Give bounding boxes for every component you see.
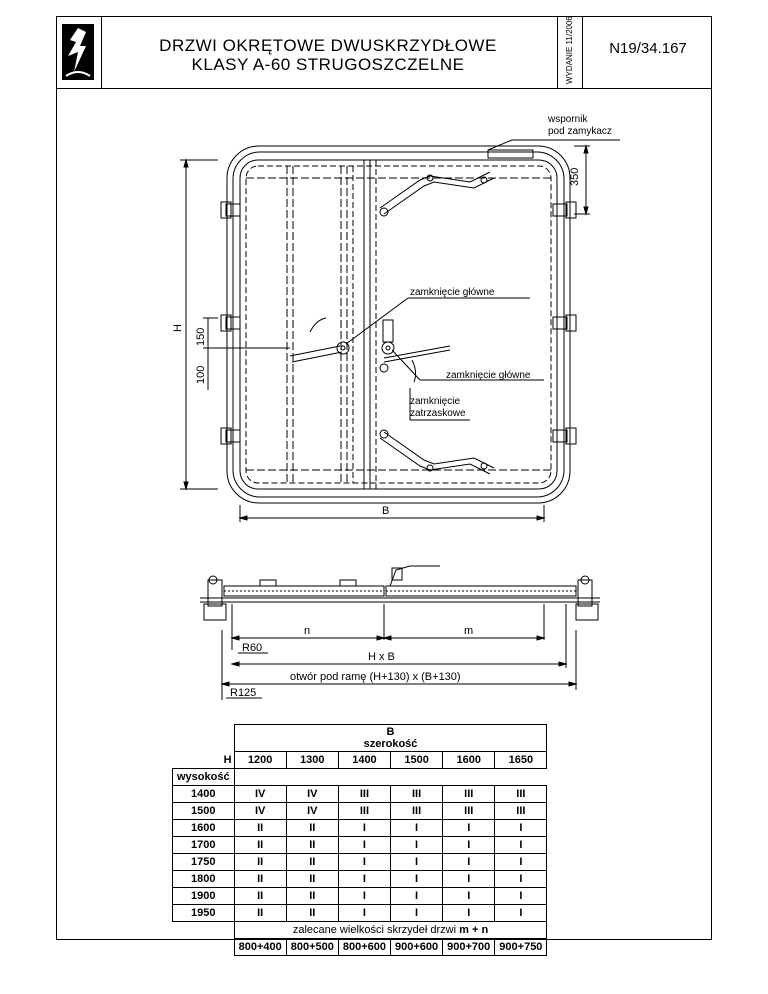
- cell: I: [338, 820, 390, 837]
- cell: I: [391, 854, 443, 871]
- dimension-B: B: [382, 505, 390, 517]
- cell: I: [391, 820, 443, 837]
- width-1400: 1400: [338, 752, 390, 769]
- hinges: [221, 202, 576, 444]
- cell: I: [391, 888, 443, 905]
- cell: I: [495, 820, 547, 837]
- table-row: [173, 905, 547, 922]
- document-number: N19/34.167: [609, 40, 687, 57]
- cell: I: [443, 854, 495, 871]
- issue-label: WYDANIE 11/2006: [565, 16, 574, 84]
- table-row: [173, 854, 547, 871]
- dimension-m: m: [464, 625, 474, 637]
- size-cell: 900+750: [495, 939, 547, 956]
- cell: I: [443, 871, 495, 888]
- dimension-H: H: [172, 324, 184, 332]
- table-row: [173, 820, 547, 837]
- cell: III: [338, 786, 390, 803]
- size-cell: 800+600: [338, 939, 390, 956]
- cell: IV: [286, 786, 338, 803]
- dimension-lines-section: [222, 604, 576, 700]
- b-sub-label: szerokość: [363, 738, 418, 750]
- cell: II: [234, 854, 286, 871]
- cell: III: [495, 786, 547, 803]
- label-main-lock-lower: zamknięcie główne: [446, 370, 531, 381]
- width-1300: 1300: [286, 752, 338, 769]
- recommend-text: zalecane wielkości skrzydeł drzwi: [292, 924, 457, 936]
- width-1650: 1650: [495, 752, 547, 769]
- width-1500: 1500: [391, 752, 443, 769]
- cell: II: [234, 888, 286, 905]
- h-sub-label: wysokość: [173, 769, 235, 786]
- cell: II: [286, 888, 338, 905]
- row-height: 1950: [173, 905, 235, 922]
- locking-linkages: [290, 172, 494, 474]
- cell: I: [443, 837, 495, 854]
- label-main-lock-upper: zamknięcie główne: [410, 287, 495, 298]
- cell: I: [338, 854, 390, 871]
- cell: II: [286, 837, 338, 854]
- table-row: [173, 939, 547, 956]
- cell: II: [286, 854, 338, 871]
- row-height: 1600: [173, 820, 235, 837]
- h-label: H: [173, 752, 235, 769]
- title-line-2: KLASY A-60 STRUGOSZCZELNE: [191, 55, 465, 74]
- cell: I: [338, 888, 390, 905]
- cell: III: [338, 803, 390, 820]
- cell: I: [443, 820, 495, 837]
- recommend-mn: m + n: [459, 924, 489, 936]
- cell: III: [495, 803, 547, 820]
- size-cell: 800+400: [234, 939, 286, 956]
- cell: IV: [234, 803, 286, 820]
- door-frame-front-view: [227, 146, 570, 503]
- cell: III: [391, 803, 443, 820]
- cell: I: [391, 871, 443, 888]
- row-height: 1500: [173, 803, 235, 820]
- table-row: [173, 871, 547, 888]
- b-label: B: [386, 726, 395, 738]
- title-line-1: DRZWI OKRĘTOWE DWUSKRZYDŁOWE: [159, 36, 497, 55]
- cell: IV: [286, 803, 338, 820]
- size-cell: 900+600: [391, 939, 443, 956]
- b-header: [234, 725, 547, 752]
- label-bracket-line-1: wspornik: [548, 114, 588, 125]
- table-row: [173, 837, 547, 854]
- cell: I: [391, 837, 443, 854]
- cell: I: [338, 905, 390, 922]
- cell: I: [495, 905, 547, 922]
- table-row: [173, 888, 547, 905]
- cell: III: [391, 786, 443, 803]
- row-height: 1750: [173, 854, 235, 871]
- dimension-350: 350: [569, 167, 581, 186]
- cell: IV: [234, 786, 286, 803]
- row-height: 1400: [173, 786, 235, 803]
- cell: II: [234, 905, 286, 922]
- size-cell: 900+700: [443, 939, 495, 956]
- size-cell: 800+500: [286, 939, 338, 956]
- label-latch-line-2: zatrzaskowe: [410, 408, 466, 419]
- row-height: 1800: [173, 871, 235, 888]
- cell: II: [234, 837, 286, 854]
- dimension-150: 150: [195, 327, 207, 346]
- table-row: [173, 803, 547, 820]
- cell: I: [495, 837, 547, 854]
- width-1200: 1200: [234, 752, 286, 769]
- cell: I: [495, 854, 547, 871]
- cell: I: [443, 905, 495, 922]
- cell: I: [495, 871, 547, 888]
- cell: I: [443, 888, 495, 905]
- cell: I: [495, 888, 547, 905]
- dimension-n: n: [304, 625, 311, 637]
- cell: II: [286, 820, 338, 837]
- recommend-row: [234, 922, 547, 939]
- closer-bracket: [488, 150, 533, 158]
- label-bracket-line-2: pod zamykacz: [548, 126, 612, 137]
- h-header-blank: [173, 725, 235, 752]
- dimension-100: 100: [195, 365, 207, 384]
- cell: II: [234, 820, 286, 837]
- label-latch-line-1: zamknięcie: [410, 396, 461, 407]
- width-1600: 1600: [443, 752, 495, 769]
- dimension-HxB: H x B: [368, 651, 395, 663]
- cell: I: [391, 905, 443, 922]
- table-row: [173, 786, 547, 803]
- dimension-R125: R125: [230, 687, 257, 699]
- cell: I: [338, 837, 390, 854]
- cell: III: [443, 786, 495, 803]
- row-height: 1900: [173, 888, 235, 905]
- cell: I: [338, 871, 390, 888]
- size-class-table: [172, 724, 547, 956]
- dimension-opening: otwór pod ramę (H+130) x (B+130): [290, 671, 461, 683]
- cell: II: [234, 871, 286, 888]
- main-lock-handles: [310, 318, 416, 382]
- cell: II: [286, 871, 338, 888]
- row-height: 1700: [173, 837, 235, 854]
- door-section-view: [200, 566, 600, 620]
- cell: III: [443, 803, 495, 820]
- cell: II: [286, 905, 338, 922]
- dimension-R60: R60: [242, 642, 263, 654]
